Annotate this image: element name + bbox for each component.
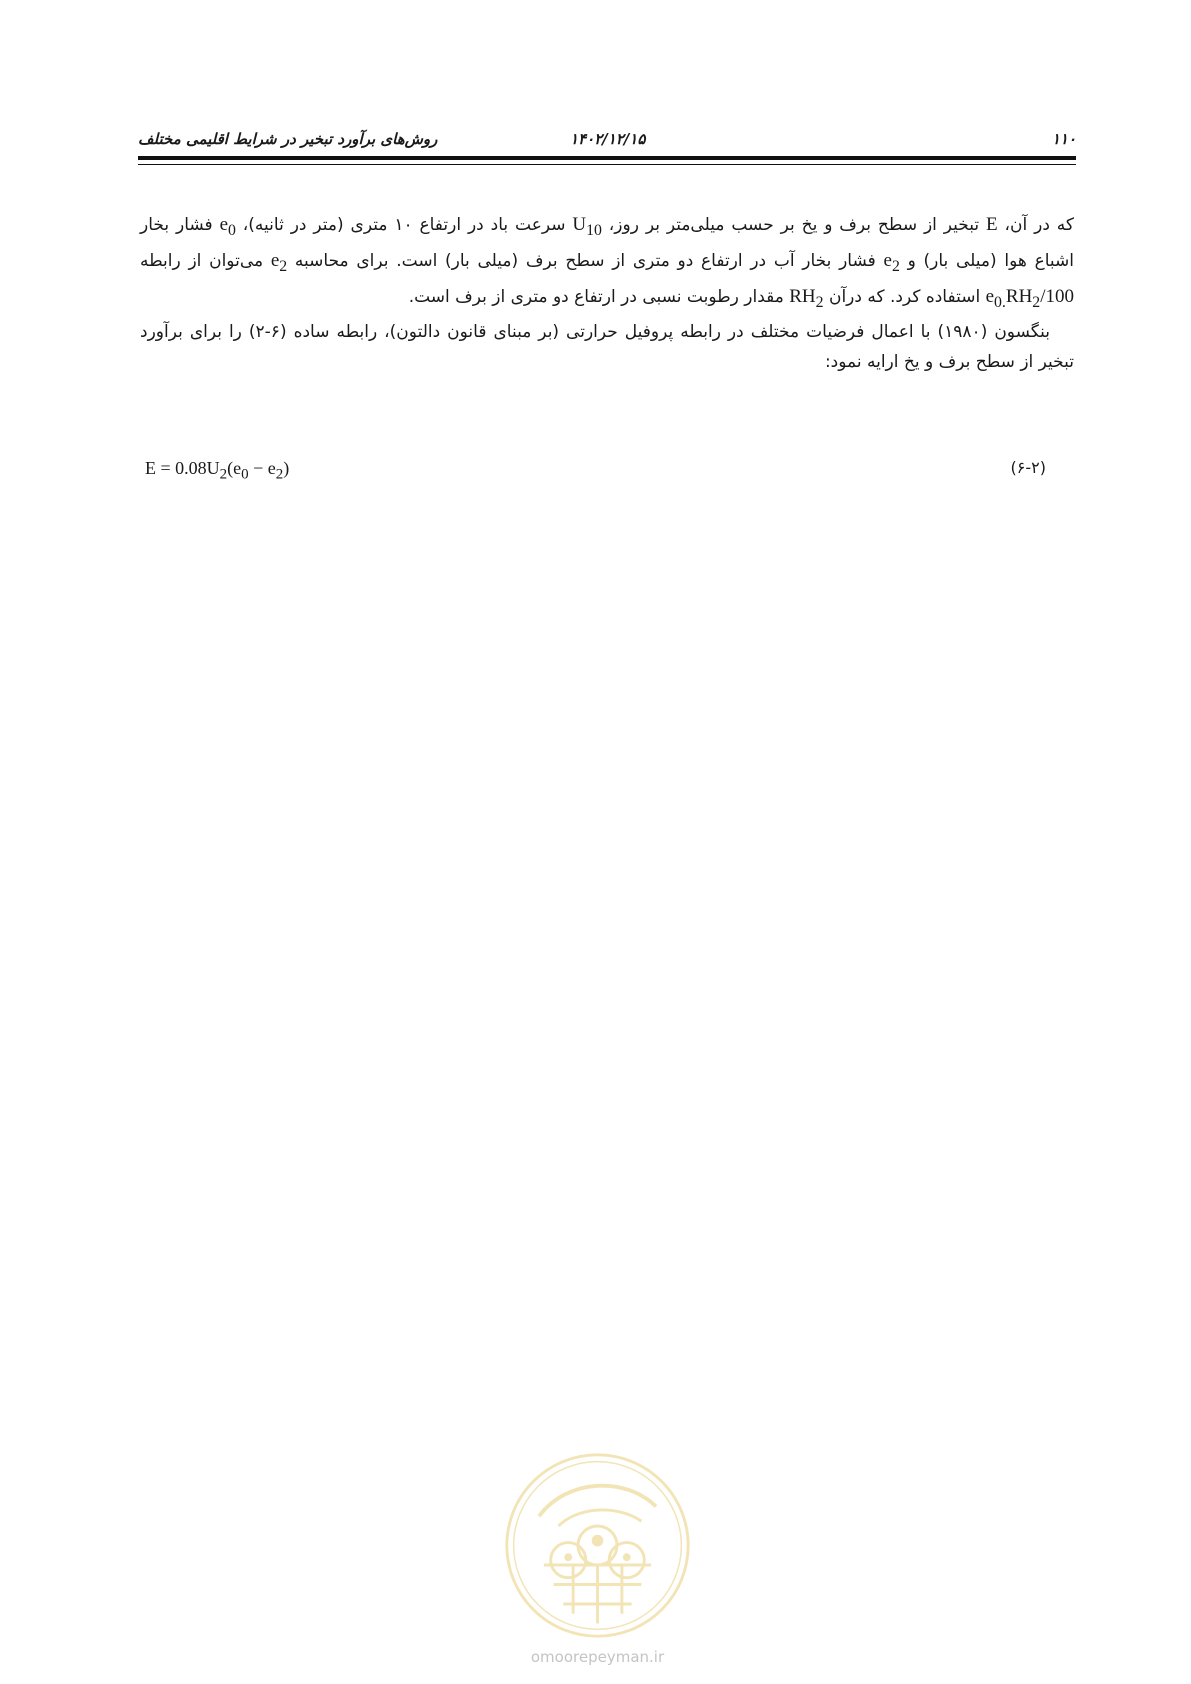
symbol-e: E <box>986 214 998 235</box>
text-run: تبخیر از سطح برف و یخ بر حسب میلی‌متر بر روز، <box>601 215 987 235</box>
text-run: که در آن، <box>997 215 1074 235</box>
equation-row <box>140 458 1074 488</box>
text-run: استفاده کرد. که درآن <box>823 286 986 307</box>
text-run: فشار بخار آب در ارتفاع دو متری از سطح برف (میلی بار) است. برای محاسبه <box>287 250 884 271</box>
symbol-e2-second: $e_2$ <box>270 249 288 275</box>
paragraph-bengtsson: بنگسون (۱۹۸۰) با اعمال فرضیات مختلف در رابطه پروفیل حرارتی (بر مبنای قانون دالتون)، رابطه ساده (۶-۲) را برای برآورد تبخیر از سطح برف و یخ ارایه نمود: <box>140 322 1074 373</box>
text-run: می‌توان از رابطه <box>140 250 271 271</box>
inline-formula: $e_{0.}RH_2/100$ <box>985 285 1074 311</box>
symbol-rh2: $RH_2$ <box>789 285 824 311</box>
watermark-site-url: omoorepeyman.ir <box>530 1648 665 1666</box>
page-number: ۱۱۰ <box>1051 130 1076 148</box>
symbol-e2: $e_2$ <box>883 249 900 275</box>
paragraph-definitions <box>140 210 1074 317</box>
header-date: ۱۴۰۲/۱۲/۱۵ <box>570 130 646 148</box>
running-header <box>138 126 1076 154</box>
header-title: روش‌های برآورد تبخیر در شرایط اقلیمی مختلف <box>138 130 438 148</box>
text-run: مقدار رطوبت نسبی در ارتفاع دو متری از برف است. <box>408 286 790 307</box>
symbol-u10: $U_{10}$ <box>572 214 602 239</box>
equation-number: (۶-۲) <box>1010 458 1046 477</box>
header-rule-thin <box>138 164 1076 165</box>
watermark-logo <box>500 1448 695 1643</box>
text-run: سرعت باد در ارتفاع ۱۰ متری (متر در ثانیه)، <box>235 215 573 235</box>
text-run: فشار بخار اشباع هوا (میلی بار) و <box>140 215 1075 271</box>
symbol-e0: $e_0$ <box>219 214 236 239</box>
equation: $E = 0.08U_2(e_0 - e_2)$ <box>145 458 290 483</box>
header-rule-thick <box>138 156 1076 160</box>
body-text <box>140 210 1074 377</box>
